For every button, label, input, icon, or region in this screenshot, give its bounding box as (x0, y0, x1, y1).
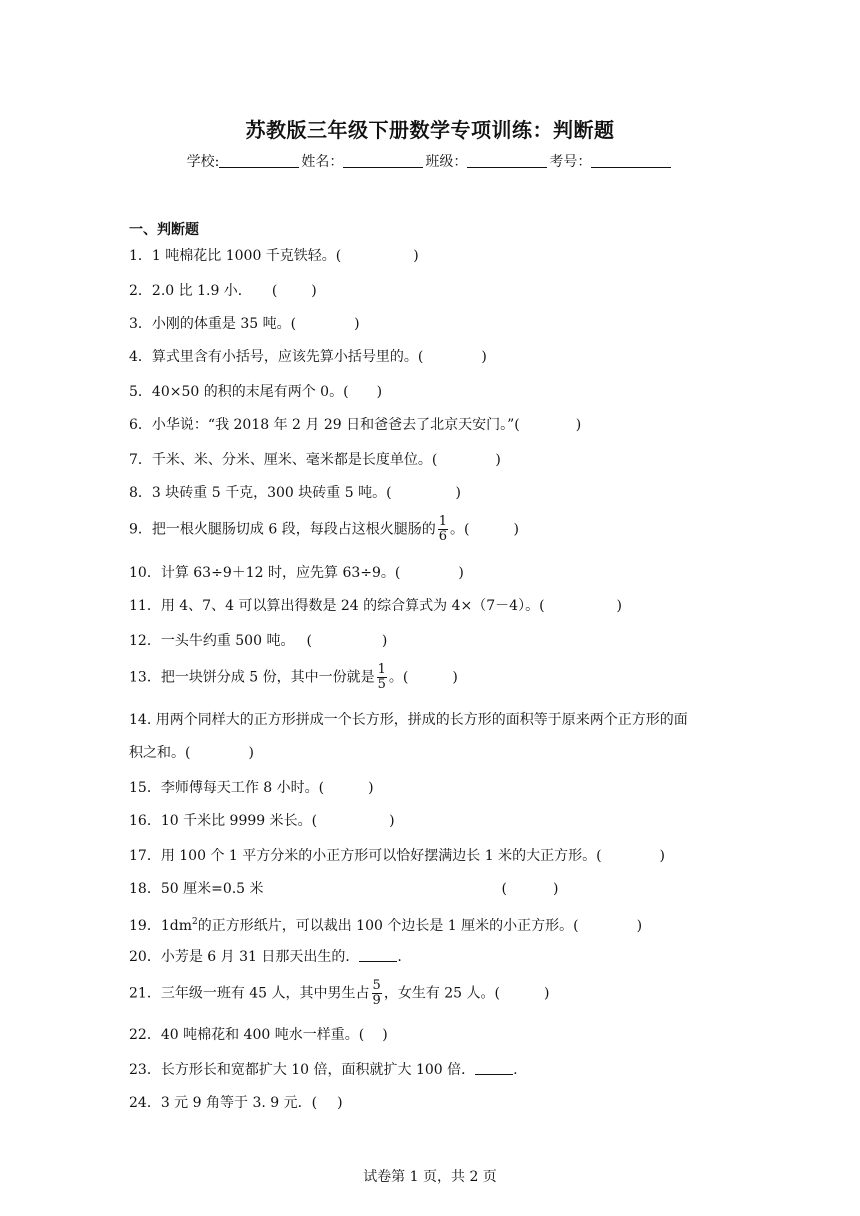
question-10 (129, 564, 464, 582)
question-text: 三年级一班有 45 人，其中男生占 (160, 985, 370, 1002)
question-text: 把一块饼分成 5 份，其中一份就是 (160, 669, 375, 686)
question-7 (129, 451, 501, 469)
question-text: 3 块砖重 5 千克，300 块砖重 5 吨。( (151, 485, 392, 501)
question-text: 3 元 9 角等于 3. 9 元．( (160, 1095, 318, 1111)
question-1 (129, 247, 419, 265)
question-text-after: ，女生有 25 人。( (383, 985, 501, 1002)
question-text: 1 吨棉花比 1000 千克铁轻。( (151, 248, 342, 264)
question-number: 17． (129, 848, 161, 864)
close-bracket: ) (311, 283, 317, 299)
name-blank (343, 153, 423, 168)
question-23 (129, 1061, 518, 1079)
question-11 (129, 597, 622, 615)
question-2 (129, 282, 317, 300)
close-bracket: ) (458, 565, 464, 581)
close-bracket: ) (544, 985, 550, 1002)
question-22 (129, 1026, 388, 1044)
question-text: 小刚的体重是 35 吨。( (151, 316, 297, 332)
question-number: 7． (129, 452, 152, 468)
page-title: 苏教版三年级下册数学专项训练：判断题 (245, 118, 615, 142)
fraction-denominator: 6 (438, 529, 448, 544)
fraction-numerator: 1 (438, 514, 448, 529)
question-21 (129, 979, 549, 1008)
fraction (438, 515, 448, 544)
question-text: 计算 63÷9＋12 时，应先算 63÷9。( (160, 565, 401, 581)
question-text-after: . (397, 949, 402, 965)
close-bracket: ) (389, 813, 395, 829)
question-3 (129, 315, 360, 333)
question-number: 8． (129, 485, 152, 501)
school-blank (219, 153, 299, 168)
question-number: 15． (129, 780, 161, 796)
question-14 (129, 711, 688, 729)
question-text: 小芳是 6 月 31 日那天出生的． (160, 949, 360, 965)
question-15 (129, 779, 374, 797)
question-number: 5． (129, 384, 152, 400)
close-bracket: ) (495, 452, 501, 468)
question-text: 50 厘米=0.5 米 (160, 881, 264, 897)
question-text: 用 4、7、4 可以算出得数是 24 的综合算式为 4×（7－4）。( (160, 598, 545, 614)
close-bracket: ) (452, 669, 458, 686)
question-number: 10． (129, 565, 161, 581)
open-bracket: ( (501, 881, 508, 897)
close-bracket: ) (354, 316, 360, 332)
exam-number-label: 考号： (549, 154, 592, 170)
question-number: 18． (129, 881, 161, 897)
question-5 (129, 383, 382, 401)
close-bracket: ) (382, 1027, 388, 1043)
question-17 (129, 847, 665, 865)
name-label: 姓名： (301, 154, 344, 170)
question-text-after: . (513, 1062, 518, 1078)
student-info-line (0, 151, 860, 171)
question-text: 40×50 的积的末尾有两个 0。( (151, 384, 349, 400)
question-text: 的正方形纸片，可以裁出 100 个边长是 1 厘米的小正方形。( (197, 918, 579, 934)
close-bracket: ) (513, 521, 519, 538)
question-number: 3． (129, 316, 152, 332)
open-bracket: ( (306, 633, 312, 649)
question-text: 一头牛约重 500 吨。 (160, 633, 295, 649)
close-bracket: ) (337, 1095, 343, 1111)
class-label: 班级： (425, 154, 468, 170)
close-bracket: ) (636, 918, 643, 934)
question-6 (129, 416, 581, 434)
close-bracket: ) (248, 745, 254, 761)
question-number: 14. (129, 712, 156, 728)
close-bracket: ) (553, 881, 559, 897)
question-19 (129, 913, 642, 935)
question-text: 千米、米、分米、厘米、毫米都是长度单位。( (151, 452, 438, 468)
question-text: 李师傅每天工作 8 小时。( (160, 780, 325, 796)
question-24 (129, 1094, 343, 1112)
question-number: 24． (129, 1095, 161, 1111)
question-number: 13． (129, 669, 161, 686)
question-text: 把一根火腿肠切成 6 段，每段占这根火腿肠的 (151, 521, 436, 538)
fraction-numerator: 1 (377, 662, 386, 677)
question-18 (129, 880, 558, 898)
question-number: 16． (129, 813, 161, 829)
question-text: 小华说：“我 2018 年 2 月 29 日和爸爸去了北京天安门。”( (151, 417, 520, 433)
fraction (377, 663, 387, 692)
question-text: 算式里含有小括号，应该先算小括号里的。( (151, 349, 424, 365)
question-text: 10 千米比 9999 米长。( (160, 813, 318, 829)
question-4 (129, 348, 487, 366)
question-number: 21． (129, 985, 161, 1002)
close-bracket: ) (481, 349, 487, 365)
question-number: 22． (129, 1027, 161, 1043)
question-14-continued (129, 744, 254, 762)
superscript: 2 (191, 917, 198, 927)
answer-blank (359, 948, 397, 962)
question-text: 长方形长和宽都扩大 10 倍，面积就扩大 100 倍． (160, 1062, 476, 1078)
section-heading: 一、判断题 (129, 222, 199, 238)
question-text: 用两个同样大的正方形拼成一个长方形，拼成的长方形的面积等于原来两个正方形的面 (155, 712, 688, 728)
close-bracket: ) (413, 248, 419, 264)
question-text: 用 100 个 1 平方分米的小正方形可以恰好摆满边长 1 米的大正方形。( (160, 848, 602, 864)
fraction (372, 979, 382, 1008)
answer-blank (475, 1061, 513, 1075)
open-bracket: ( (271, 283, 278, 299)
close-bracket: ) (616, 598, 622, 614)
fraction-denominator: 9 (372, 993, 381, 1008)
question-number: 19． (129, 918, 161, 934)
close-bracket: ) (455, 485, 461, 501)
close-bracket: ) (368, 780, 374, 796)
question-9 (129, 515, 519, 544)
question-number: 2． (129, 283, 152, 299)
question-13 (129, 663, 458, 692)
exam-number-blank (591, 153, 671, 168)
close-bracket: ) (575, 417, 582, 433)
question-text: 1dm (160, 918, 192, 934)
question-text-after: 。( (450, 521, 470, 538)
question-text-after: 。( (388, 669, 409, 686)
class-blank (467, 153, 547, 168)
school-label: 学校: (186, 154, 220, 170)
question-text: 2.0 比 1.9 小． (151, 283, 252, 299)
question-number: 23． (129, 1062, 161, 1078)
fraction-denominator: 5 (377, 677, 386, 692)
fraction-numerator: 5 (372, 978, 381, 993)
question-20 (129, 948, 402, 966)
close-bracket: ) (659, 848, 665, 864)
question-12 (129, 632, 387, 650)
page-footer: 试卷第 1 页，共 2 页 (363, 1169, 497, 1185)
question-text: 积之和。( (129, 745, 191, 761)
question-16 (129, 812, 395, 830)
close-bracket: ) (381, 633, 388, 649)
question-8 (129, 484, 461, 502)
question-text: 40 吨棉花和 400 吨水一样重。( (160, 1027, 365, 1043)
question-number: 11． (129, 598, 161, 614)
question-number: 20． (129, 949, 161, 965)
question-number: 4． (129, 349, 152, 365)
question-number: 12． (129, 633, 161, 649)
question-number: 9． (129, 521, 152, 538)
question-number: 1． (129, 248, 152, 264)
close-bracket: ) (376, 384, 383, 400)
question-number: 6． (129, 417, 152, 433)
